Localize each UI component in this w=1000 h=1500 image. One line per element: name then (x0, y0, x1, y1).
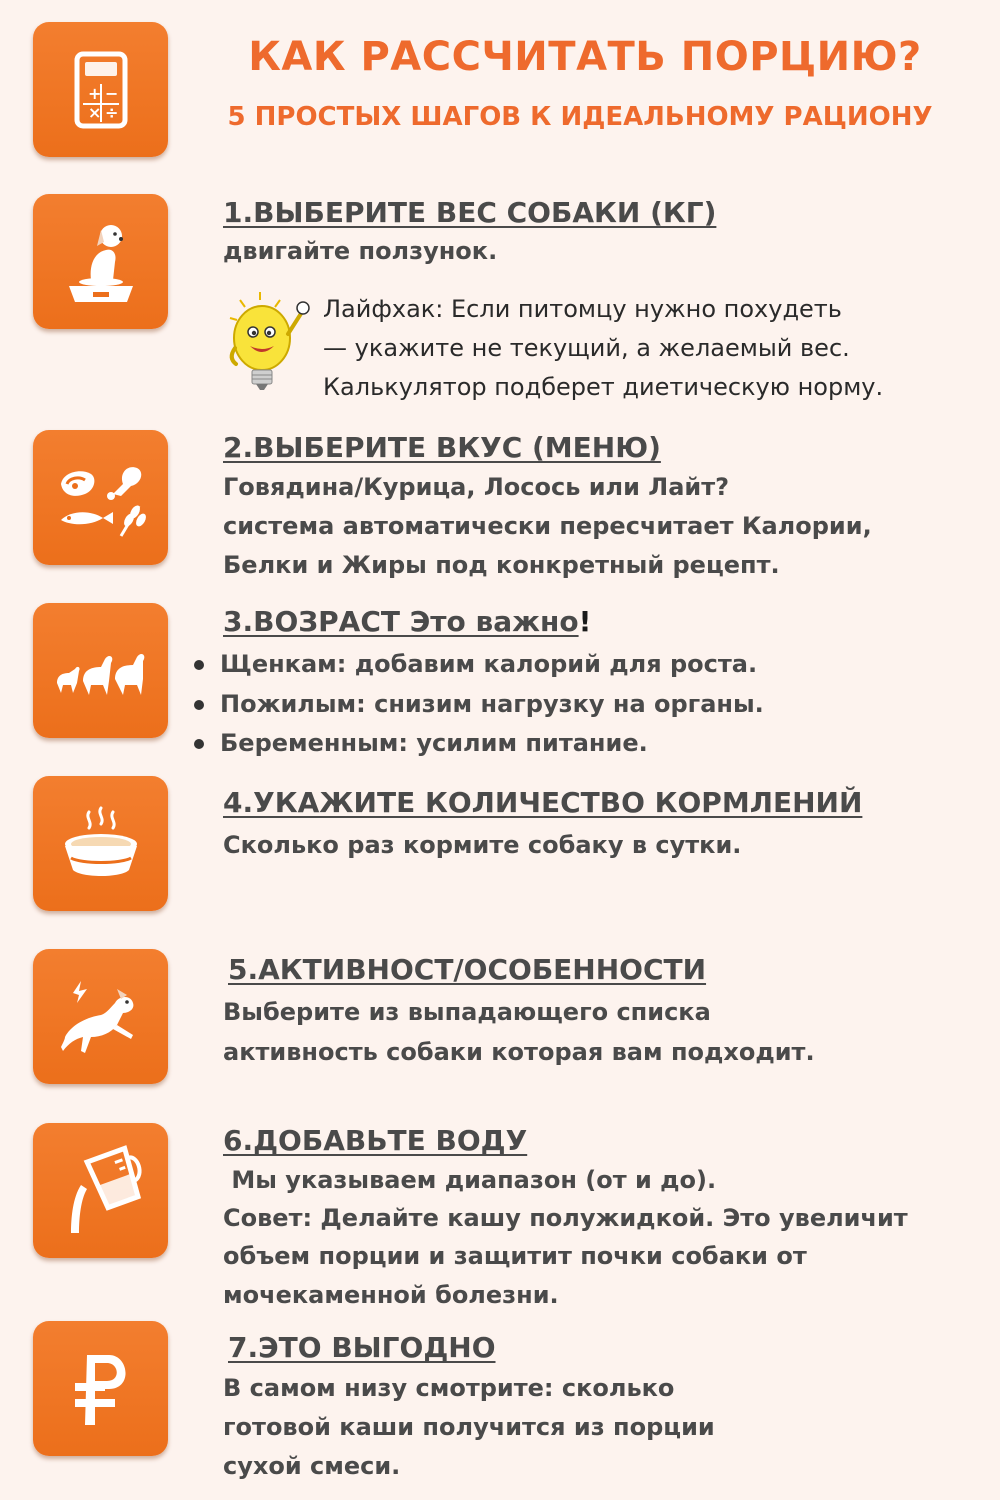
tip-line-1: Лайфхак: Если питомцу нужно похудеть (323, 295, 842, 323)
step2-line-3: Белки и Жиры под конкретный рецепт. (223, 551, 780, 579)
svg-text:−: − (104, 83, 118, 103)
step5-tile (33, 949, 168, 1084)
step6-line-3: объем порции и защитит почки собаки от (223, 1242, 807, 1270)
step4-line: Сколько раз кормите собаку в сутки. (223, 831, 742, 859)
calculator-icon (51, 40, 151, 140)
list-item: Беременным: усилим питание. (190, 724, 764, 764)
step1-heading: 1.ВЫБЕРИТЕ ВЕС СОБАКИ (КГ) (223, 196, 717, 229)
step6-line-4: мочекаменной болезни. (223, 1281, 559, 1309)
ruble-icon (51, 1339, 151, 1439)
step6-line-2: Совет: Делайте кашу полужидкой. Это увеличит (223, 1204, 908, 1232)
step7-heading: 7.ЭТО ВЫГОДНО (228, 1331, 496, 1364)
step3-heading-exclaim: ! (578, 605, 592, 638)
lightbulb-mascot-icon (222, 290, 314, 402)
dogs-age-icon (51, 621, 151, 721)
step1-line: двигайте ползунок. (223, 237, 498, 265)
step3-tile (33, 603, 168, 738)
step7-line-3: сухой смеси. (223, 1452, 401, 1480)
step2-line-2: система автоматически пересчитает Калории, (223, 512, 872, 540)
step2-tile (33, 430, 168, 565)
lifehack-tip (323, 290, 883, 407)
bowl-icon (51, 794, 151, 894)
step3-heading (223, 605, 591, 638)
calculator-tile (33, 22, 168, 157)
step6-tile (33, 1123, 168, 1258)
step5-line-2: активность собаки которая вам подходит. (223, 1038, 815, 1066)
tip-line-3: Калькулятор подберет диетическую норму. (323, 373, 884, 401)
water-jug-icon (51, 1141, 151, 1241)
svg-text:×: × (87, 102, 101, 122)
step1-tile (33, 194, 168, 329)
page-subtitle: 5 ПРОСТЫХ ШАГОВ К ИДЕАЛЬНОМУ РАЦИОНУ (227, 102, 933, 132)
step7-line-2: готовой каши получится из порции (223, 1413, 715, 1441)
svg-text:÷: ÷ (104, 102, 118, 122)
page-title: КАК РАССЧИТАТЬ ПОРЦИЮ? (248, 34, 922, 80)
running-dog-icon (51, 967, 151, 1067)
step5-line-1: Выберите из выпадающего списка (223, 998, 711, 1026)
step6-line-1: Мы указываем диапазон (от и до). (223, 1166, 717, 1194)
step2-heading: 2.ВЫБЕРИТЕ ВКУС (МЕНЮ) (223, 431, 661, 464)
age-bullet-list (190, 645, 764, 764)
list-item: Щенкам: добавим калорий для роста. (190, 645, 764, 685)
step2-line-1: Говядина/Курица, Лосось или Лайт? (223, 473, 730, 501)
tip-line-2: — укажите не текущий, а желаемый вес. (323, 334, 850, 362)
list-item: Пожилым: снизим нагрузку на органы. (190, 685, 764, 725)
step4-heading: 4.УКАЖИТЕ КОЛИЧЕСТВО КОРМЛЕНИЙ (223, 786, 863, 819)
dog-on-scale-icon (51, 212, 151, 312)
step5-heading: 5.АКТИВНОСТ/ОСОБЕННОСТИ (228, 953, 707, 986)
step6-heading: 6.ДОБАВЬТЕ ВОДУ (223, 1124, 528, 1157)
food-icon (51, 448, 151, 548)
step7-tile (33, 1321, 168, 1456)
step3-heading-text: 3.ВОЗРАСТ Это важно (223, 605, 579, 638)
svg-text:+: + (87, 83, 101, 103)
step4-tile (33, 776, 168, 911)
step7-line-1: В самом низу смотрите: сколько (223, 1374, 675, 1402)
